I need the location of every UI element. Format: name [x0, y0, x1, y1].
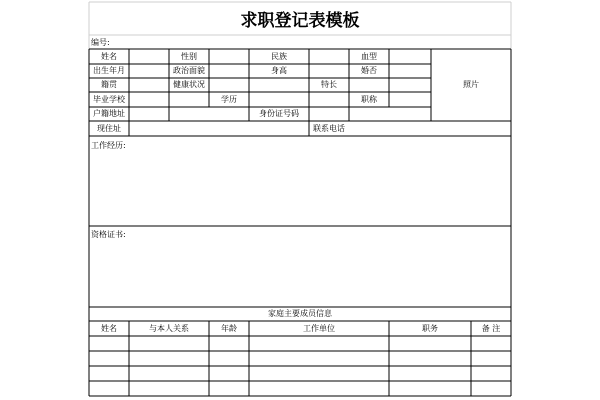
label-household: 户籍地址 [93, 109, 125, 118]
label-phone: 联系电话 [313, 123, 345, 133]
field-school[interactable] [129, 92, 209, 107]
label-work-experience: 工作经历: [91, 141, 126, 150]
label-political-status: 政治面貌 [173, 66, 205, 75]
family-col-age: 年龄 [221, 323, 237, 333]
family-col-position: 职务 [422, 323, 438, 333]
field-education[interactable] [249, 92, 349, 107]
field-blood-type[interactable] [389, 49, 431, 64]
serial-number-label: 编号: [91, 38, 110, 47]
field-ethnicity[interactable] [309, 49, 349, 64]
field-title[interactable] [389, 92, 431, 107]
label-education: 学历 [221, 94, 237, 104]
family-col-employer: 工作单位 [303, 323, 335, 333]
field-name[interactable] [129, 49, 169, 64]
field-certificates[interactable] [89, 240, 511, 307]
field-gender[interactable] [209, 49, 249, 64]
table-row[interactable] [89, 336, 511, 351]
label-marital-status: 婚否 [361, 66, 377, 75]
label-id-number: 身份证号码 [259, 109, 299, 118]
label-height: 身高 [271, 66, 287, 75]
label-school: 毕业学校 [93, 94, 125, 104]
table-row[interactable] [89, 351, 511, 366]
field-height[interactable] [309, 64, 349, 78]
field-specialty[interactable] [349, 78, 431, 92]
field-household[interactable] [129, 107, 249, 121]
family-col-notes: 备 注 [481, 323, 501, 333]
label-specialty: 特长 [321, 80, 337, 89]
field-marital-status[interactable] [389, 64, 431, 78]
field-native-place[interactable] [129, 78, 169, 92]
field-phone[interactable] [349, 121, 511, 136]
label-gender: 性别 [181, 51, 197, 61]
field-health[interactable] [209, 78, 309, 92]
label-health: 健康状况 [173, 80, 205, 89]
label-native-place: 籍贯 [101, 80, 117, 89]
family-col-relation: 与本人关系 [149, 323, 189, 333]
label-title: 职称 [361, 94, 377, 104]
label-name: 姓名 [101, 51, 117, 61]
table-row[interactable] [89, 366, 511, 381]
photo-box[interactable]: 照片 [463, 80, 479, 89]
field-political-status[interactable] [209, 64, 249, 78]
field-birth-date[interactable] [129, 64, 169, 78]
field-id-number[interactable] [309, 107, 431, 121]
label-address: 现住址 [97, 123, 121, 133]
table-row[interactable] [89, 381, 511, 396]
field-work-experience[interactable] [89, 150, 511, 226]
label-certificates: 资格证书: [91, 230, 126, 239]
field-address[interactable] [129, 121, 309, 136]
family-col-name: 姓名 [101, 323, 117, 333]
family-section-heading: 家庭主要成员信息 [268, 309, 332, 318]
page-title: 求职登记表模板 [240, 10, 360, 31]
label-ethnicity: 民族 [271, 51, 287, 61]
label-birth-date: 出生年月 [93, 66, 125, 75]
label-blood-type: 血型 [361, 51, 377, 61]
